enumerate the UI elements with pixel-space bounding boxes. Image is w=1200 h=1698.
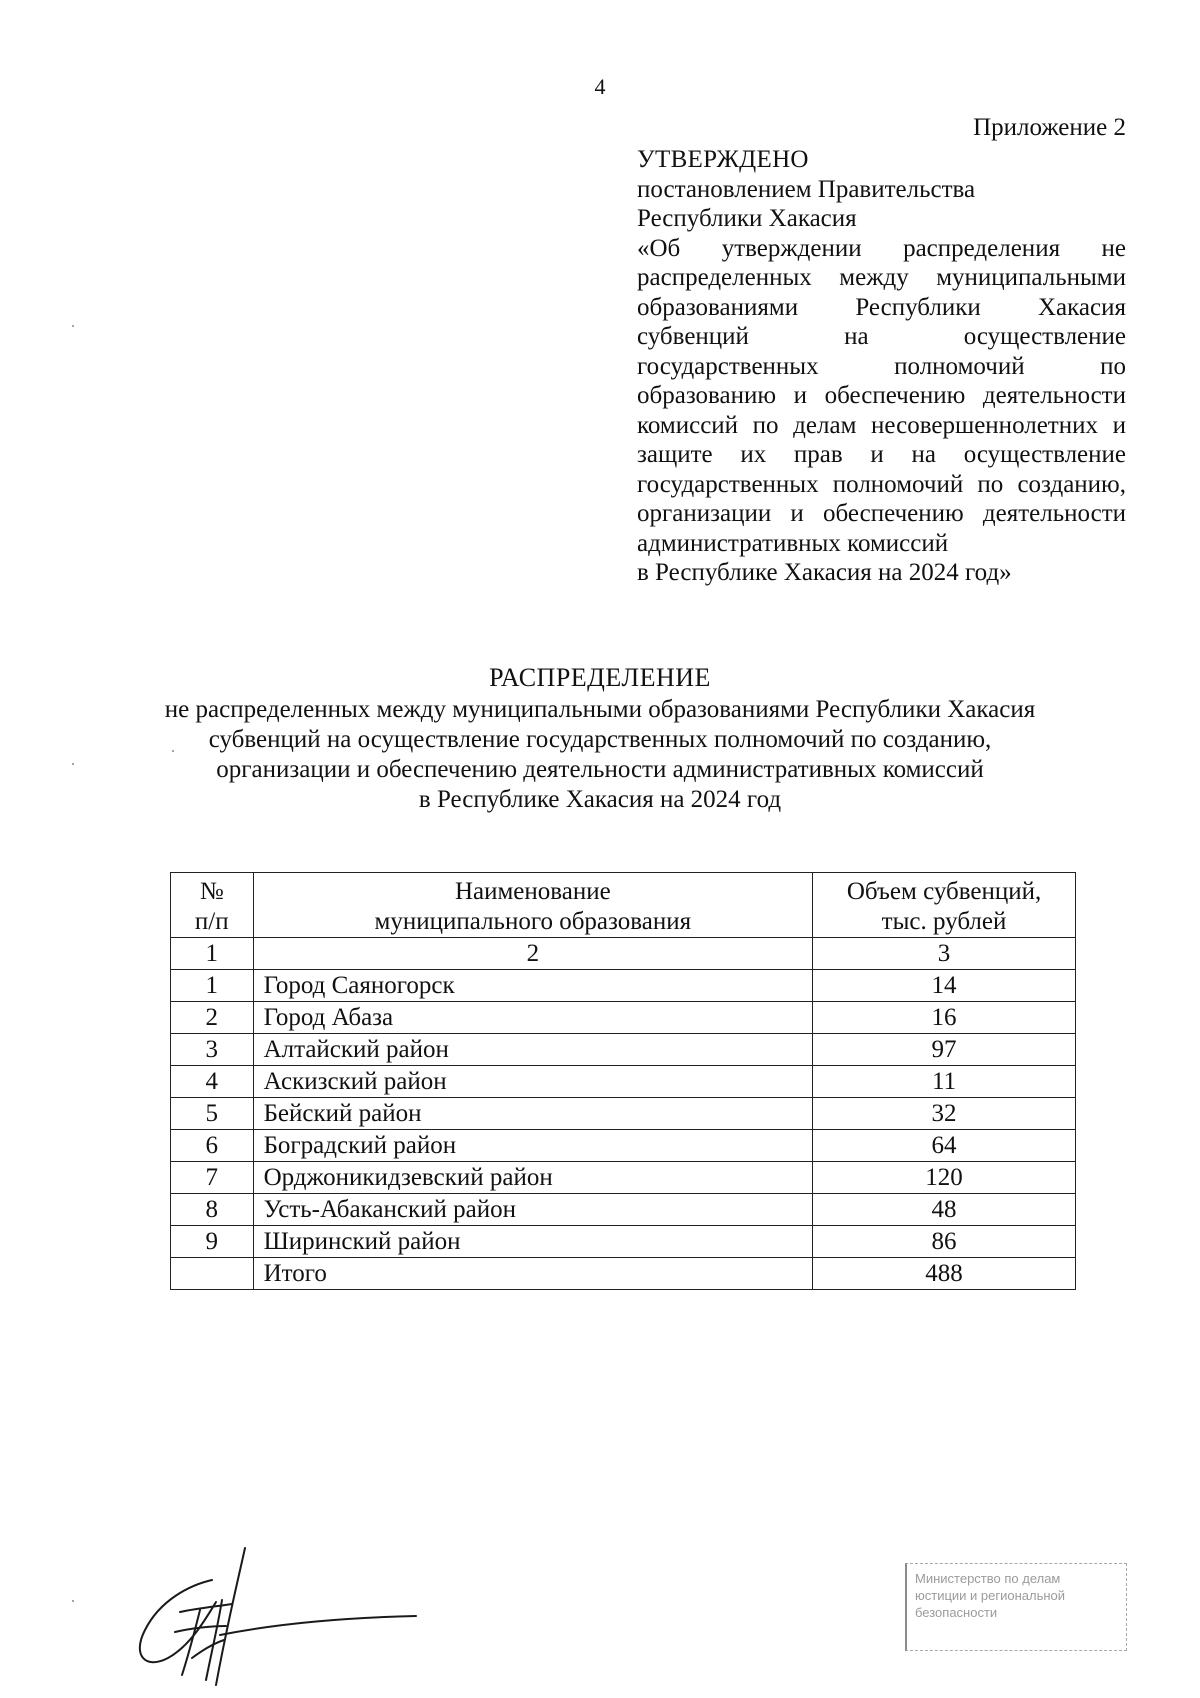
column-number: 2 [253, 938, 813, 970]
row-number: 6 [171, 1130, 254, 1162]
table-row [171, 1162, 1076, 1194]
row-number: 7 [171, 1162, 254, 1194]
municipality-name: Бейский район [253, 1098, 813, 1130]
appendix-label: Приложение 2 [973, 114, 1126, 141]
table-row [171, 1194, 1076, 1226]
header-num [171, 873, 254, 938]
page-number: 4 [594, 74, 606, 99]
table-row [171, 1226, 1076, 1258]
subvention-value: 32 [813, 1098, 1076, 1130]
subvention-value: 16 [813, 1002, 1076, 1034]
municipality-name: Ширинский район [253, 1226, 813, 1258]
approval-block [637, 145, 1126, 588]
distribution-table [170, 872, 1076, 1290]
signature [120, 1540, 430, 1690]
header-name [253, 873, 813, 938]
row-number: 5 [171, 1098, 254, 1130]
subvention-value: 120 [813, 1162, 1076, 1194]
stamp-line: безопасности [915, 1605, 998, 1620]
stamp-box [905, 1563, 1127, 1651]
subvention-value: 11 [813, 1066, 1076, 1098]
column-number: 3 [813, 938, 1076, 970]
header-num-line1: № [199, 878, 224, 905]
municipality-name: Боградский район [253, 1130, 813, 1162]
scan-speck [72, 1600, 74, 1602]
municipality-name: Алтайский район [253, 1034, 813, 1066]
row-number: 1 [171, 970, 254, 1002]
approval-title: УТВЕРЖДЕНО [637, 146, 809, 173]
scan-speck [72, 763, 74, 765]
decree-text: «Об утверждении распределения не распределенных между муниципальными образованиями Республики Хакасия субвенций на осуществление государственных полномочий по образованию и обеспечению деятельности комиссий по делам несовершеннолетних и защите их прав и на осуществление государственных полномочий по созданию, организации и обеспечению деятельности административных комиссий [637, 234, 1126, 557]
table-row [171, 1098, 1076, 1130]
table-row [171, 1002, 1076, 1034]
decree-last-line: в Республике Хакасия на 2024 год» [637, 559, 1012, 586]
approval-line: постановлением Правительства [637, 175, 976, 203]
registration-stamp [905, 1563, 1127, 1651]
column-number-row [171, 938, 1076, 970]
municipality-name: Аскизский район [253, 1066, 813, 1098]
subtitle-line: в Республике Хакасия на 2024 год [418, 786, 782, 813]
total-label: Итого [253, 1258, 813, 1290]
row-number: 8 [171, 1194, 254, 1226]
row-number: 3 [171, 1034, 254, 1066]
column-number: 1 [171, 938, 254, 970]
document-subtitle [150, 695, 1050, 815]
table-row [171, 1130, 1076, 1162]
subtitle-line: не распределенных между муниципальными образованиями Республики Хакасия [164, 696, 1036, 723]
header-num-line2: п/п [194, 908, 229, 935]
row-number [171, 1258, 254, 1290]
municipality-name: Усть-Абаканский район [253, 1194, 813, 1226]
header-volume [813, 873, 1076, 938]
table-total-row [171, 1258, 1076, 1290]
row-number: 9 [171, 1226, 254, 1258]
header-name-line1: Наименование [454, 878, 611, 905]
row-number: 4 [171, 1066, 254, 1098]
municipality-name: Орджоникидзевский район [253, 1162, 813, 1194]
municipality-name: Город Абаза [253, 1002, 813, 1034]
scan-speck [72, 325, 74, 327]
subvention-value: 86 [813, 1226, 1076, 1258]
table-row [171, 970, 1076, 1002]
header-volume-line1: Объем субвенций, [846, 878, 1042, 905]
municipality-name: Город Саяногорск [253, 970, 813, 1002]
subtitle-line: субвенций на осуществление государственных полномочий по созданию, [208, 726, 992, 753]
subvention-value: 64 [813, 1130, 1076, 1162]
subvention-value: 14 [813, 970, 1076, 1002]
row-number: 2 [171, 1002, 254, 1034]
document-title: РАСПРЕДЕЛЕНИЕ [489, 663, 711, 692]
total-value: 488 [813, 1258, 1076, 1290]
scan-speck [172, 750, 174, 752]
approval-line: Республики Хакасия [637, 205, 857, 232]
header-name-line2: муниципального образования [374, 908, 692, 935]
table-row [171, 1066, 1076, 1098]
subtitle-line: организации и обеспечению деятельности административных комиссий [216, 756, 984, 783]
stamp-line: юстиции и региональной [915, 1588, 1066, 1603]
table-header-row [171, 873, 1076, 938]
table-row [171, 1034, 1076, 1066]
header-volume-line2: тыс. рублей [881, 908, 1007, 935]
subvention-value: 48 [813, 1194, 1076, 1226]
stamp-line: Министерство по делам [915, 1571, 1061, 1586]
subvention-value: 97 [813, 1034, 1076, 1066]
